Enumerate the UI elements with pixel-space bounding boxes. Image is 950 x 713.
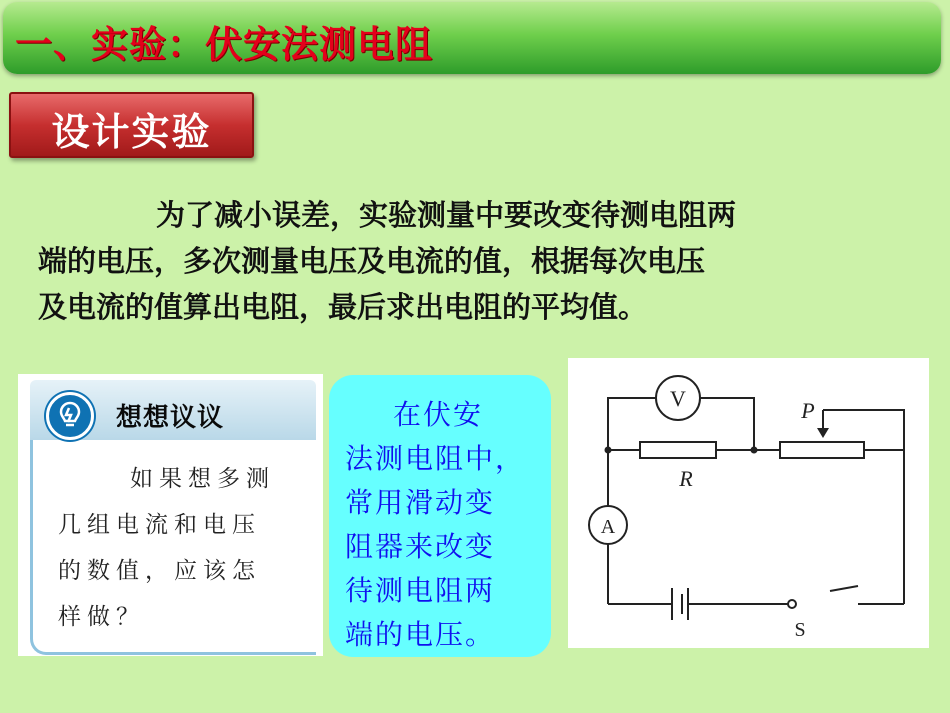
think-discuss-header xyxy=(30,380,316,440)
think-discuss-title: 想想议议 xyxy=(116,403,225,433)
note-line: 待测电阻两 xyxy=(345,574,496,607)
question-line: 几组电流和电压 xyxy=(58,512,261,538)
resistor-r xyxy=(640,442,716,458)
design-experiment-label: 设计实验 xyxy=(51,110,212,154)
rheostat-note-card xyxy=(329,375,551,657)
think-discuss-card xyxy=(18,374,323,656)
question-line: 的数值，应该怎 xyxy=(58,558,261,584)
circuit-svg xyxy=(568,358,929,648)
switch-contact xyxy=(788,600,796,608)
question-line: 如果想多测 xyxy=(130,466,275,492)
voltmeter-label: V xyxy=(670,386,686,411)
switch-label: S xyxy=(794,619,806,641)
design-experiment-button[interactable] xyxy=(9,92,254,158)
page-title: 一、实验：伏安法测电阻 xyxy=(15,23,433,66)
resistor-label: R xyxy=(679,466,693,491)
ammeter-label: A xyxy=(600,516,616,538)
note-line: 在伏安 xyxy=(393,398,484,431)
think-discuss-question xyxy=(58,456,318,640)
note-line: 常用滑动变 xyxy=(345,486,496,519)
note-line: 阻器来改变 xyxy=(345,530,496,563)
junction-right xyxy=(751,447,758,454)
circuit-diagram xyxy=(568,358,929,648)
lightbulb-face-icon xyxy=(46,392,94,440)
paragraph-line: 为了减小误差，实验测量中要改变待测电阻两 xyxy=(156,198,737,232)
note-line: 法测电阻中， xyxy=(345,442,526,475)
rheostat-body xyxy=(780,442,864,458)
paragraph-line: 及电流的值算出电阻，最后求出电阻的平均值。 xyxy=(38,290,648,324)
paragraph-line: 端的电压，多次测量电压及电流的值，根据每次电压 xyxy=(38,244,706,278)
description-paragraph xyxy=(38,192,918,330)
note-line: 端的电压。 xyxy=(345,618,496,651)
slider-label: P xyxy=(801,398,815,423)
slider-wire xyxy=(823,410,904,604)
rheostat-note-text xyxy=(345,393,555,657)
title-bar xyxy=(3,2,941,74)
junction-left xyxy=(605,447,612,454)
slider-arrow xyxy=(817,428,829,438)
switch-blade xyxy=(830,586,858,591)
question-line: 样做？ xyxy=(58,604,145,630)
